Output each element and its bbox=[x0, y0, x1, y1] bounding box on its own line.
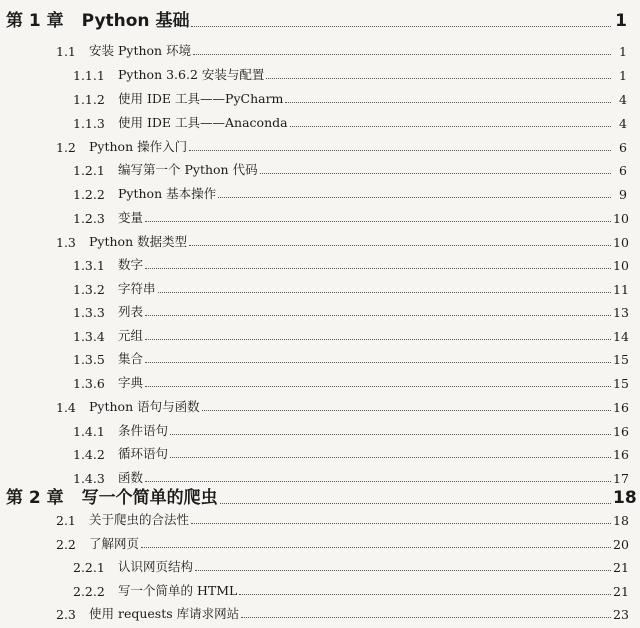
toc-entry-number: 1.3.2 bbox=[73, 282, 105, 297]
dot-leader bbox=[141, 547, 611, 548]
toc-section-entry bbox=[0, 232, 640, 250]
toc-chapter-entry bbox=[0, 484, 640, 508]
dot-leader bbox=[145, 221, 611, 222]
toc-entry-page-number: 20 bbox=[613, 537, 629, 552]
dot-leader bbox=[260, 173, 611, 174]
toc-entry-title: 条件语句 bbox=[118, 423, 169, 438]
toc-entry-number: 1.4 bbox=[56, 400, 76, 415]
toc-entry-number: 1.3.4 bbox=[73, 329, 105, 344]
toc-subsection-entry bbox=[0, 255, 640, 273]
toc-entry-page-number: 1 bbox=[619, 68, 627, 83]
dot-leader bbox=[218, 197, 611, 198]
dot-leader bbox=[191, 26, 611, 27]
dot-leader bbox=[193, 54, 611, 55]
dot-leader bbox=[241, 617, 611, 618]
toc-subsection-entry bbox=[0, 160, 640, 178]
toc-entry-title: 字典 bbox=[118, 375, 144, 390]
toc-section-entry bbox=[0, 534, 640, 552]
dot-leader bbox=[145, 315, 611, 316]
toc-entry-page-number: 13 bbox=[613, 305, 629, 320]
toc-entry-page-number: 9 bbox=[619, 187, 627, 202]
toc-entry-number: 第 2 章 bbox=[6, 488, 64, 508]
toc-entry-title: 安装 Python 环境 bbox=[89, 43, 192, 58]
dot-leader bbox=[145, 268, 611, 269]
dot-leader bbox=[145, 386, 611, 387]
toc-subsection-entry bbox=[0, 279, 640, 297]
toc-subsection-entry bbox=[0, 326, 640, 344]
toc-entry-number: 2.1 bbox=[56, 513, 76, 528]
toc-entry-number: 1.3.1 bbox=[73, 258, 105, 273]
toc-entry-number: 1.1.1 bbox=[73, 68, 105, 83]
dot-leader bbox=[158, 292, 611, 293]
toc-entry-page-number: 23 bbox=[613, 607, 629, 622]
toc-entry-number: 1.1.2 bbox=[73, 92, 105, 107]
toc-entry-number: 1.1.3 bbox=[73, 116, 105, 131]
toc-subsection-entry bbox=[0, 302, 640, 320]
toc-subsection-entry bbox=[0, 349, 640, 367]
toc-entry-page-number: 16 bbox=[613, 424, 629, 439]
dot-leader bbox=[266, 78, 611, 79]
dot-leader bbox=[191, 523, 611, 524]
dot-leader bbox=[195, 570, 611, 571]
toc-entry-page-number: 10 bbox=[613, 211, 629, 226]
toc-section-entry bbox=[0, 510, 640, 528]
dot-leader bbox=[202, 410, 611, 411]
toc-entry-page-number: 18 bbox=[613, 488, 637, 508]
dot-leader bbox=[170, 457, 611, 458]
toc-entry-title: 循环语句 bbox=[118, 446, 169, 461]
toc-entry-title: 数字 bbox=[118, 257, 144, 272]
toc-entry-title: 字符串 bbox=[118, 281, 156, 296]
toc-entry-number: 1.4.2 bbox=[73, 447, 105, 462]
toc-section-entry bbox=[0, 137, 640, 155]
dot-leader bbox=[145, 339, 611, 340]
dot-leader bbox=[285, 102, 611, 103]
toc-entry-number: 1.2 bbox=[56, 140, 76, 155]
toc-entry-title: 关于爬虫的合法性 bbox=[89, 512, 190, 527]
toc-subsection-entry bbox=[0, 65, 640, 83]
toc-entry-number: 2.3 bbox=[56, 607, 76, 622]
toc-entry-page-number: 15 bbox=[613, 376, 629, 391]
toc-subsection-entry bbox=[0, 373, 640, 391]
toc-entry-number: 1.2.3 bbox=[73, 211, 105, 226]
toc-section-entry bbox=[0, 397, 640, 415]
toc-subsection-entry bbox=[0, 208, 640, 226]
toc-entry-number: 2.2 bbox=[56, 537, 76, 552]
toc-entry-page-number: 17 bbox=[613, 471, 629, 486]
toc-entry-number: 1.3 bbox=[56, 235, 76, 250]
toc-entry-title: 元组 bbox=[118, 328, 144, 343]
toc-entry-page-number: 1 bbox=[619, 44, 627, 59]
dot-leader bbox=[189, 245, 611, 246]
toc-entry-page-number: 21 bbox=[613, 560, 629, 575]
toc-subsection-entry bbox=[0, 581, 640, 599]
toc-entry-page-number: 21 bbox=[613, 584, 629, 599]
dot-leader bbox=[290, 126, 611, 127]
toc-subsection-entry bbox=[0, 89, 640, 107]
toc-entry-page-number: 16 bbox=[613, 447, 629, 462]
dot-leader bbox=[239, 594, 611, 595]
toc-entry-number: 第 1 章 bbox=[6, 11, 64, 31]
toc-entry-page-number: 1 bbox=[615, 11, 627, 31]
toc-entry-title: 使用 IDE 工具——Anaconda bbox=[118, 115, 288, 130]
dot-leader bbox=[220, 503, 611, 504]
toc-chapter-entry bbox=[0, 7, 640, 31]
toc-entry-page-number: 18 bbox=[613, 513, 629, 528]
toc-entry-title: Python 3.6.2 安装与配置 bbox=[118, 67, 265, 82]
toc-entry-number: 1.2.1 bbox=[73, 163, 105, 178]
toc-entry-page-number: 4 bbox=[619, 116, 627, 131]
toc-subsection-entry bbox=[0, 113, 640, 131]
toc-entry-title: 编写第一个 Python 代码 bbox=[118, 162, 258, 177]
toc-subsection-entry bbox=[0, 184, 640, 202]
toc-section-entry bbox=[0, 41, 640, 59]
toc-entry-number: 1.2.2 bbox=[73, 187, 105, 202]
toc-entry-page-number: 10 bbox=[613, 235, 629, 250]
dot-leader bbox=[189, 150, 611, 151]
toc-entry-title: 列表 bbox=[118, 304, 144, 319]
toc-entry-title: 变量 bbox=[118, 210, 144, 225]
toc-entry-number: 1.3.6 bbox=[73, 376, 105, 391]
dot-leader bbox=[145, 481, 611, 482]
toc-subsection-entry bbox=[0, 557, 640, 575]
toc-entry-number: 1.4.3 bbox=[73, 471, 105, 486]
toc-section-entry bbox=[0, 604, 640, 622]
toc-entry-page-number: 6 bbox=[619, 140, 627, 155]
toc-entry-page-number: 4 bbox=[619, 92, 627, 107]
toc-entry-page-number: 10 bbox=[613, 258, 629, 273]
toc-entry-number: 1.3.5 bbox=[73, 352, 105, 367]
toc-entry-title: 写一个简单的 HTML bbox=[118, 583, 238, 598]
toc-entry-number: 1.1 bbox=[56, 44, 76, 59]
toc-entry-title: 了解网页 bbox=[89, 536, 140, 551]
toc-entry-number: 1.3.3 bbox=[73, 305, 105, 320]
toc-entry-page-number: 16 bbox=[613, 400, 629, 415]
toc-entry-number: 1.4.1 bbox=[73, 424, 105, 439]
toc-entry-page-number: 6 bbox=[619, 163, 627, 178]
toc-entry-title: Python 操作入门 bbox=[89, 139, 188, 154]
toc-entry-page-number: 15 bbox=[613, 352, 629, 367]
dot-leader bbox=[145, 362, 611, 363]
toc-subsection-entry bbox=[0, 421, 640, 439]
toc-entry-title: 集合 bbox=[118, 351, 144, 366]
toc-subsection-entry bbox=[0, 444, 640, 462]
toc-entry-title: Python 数据类型 bbox=[89, 234, 188, 249]
toc-entry-number: 2.2.2 bbox=[73, 584, 105, 599]
toc-entry-page-number: 11 bbox=[613, 282, 629, 297]
dot-leader bbox=[170, 434, 611, 435]
toc-entry-title: 写一个简单的爬虫 bbox=[81, 488, 218, 508]
toc-entry-title: Python 基础 bbox=[81, 11, 190, 31]
toc-entry-title: 使用 requests 库请求网站 bbox=[89, 606, 240, 621]
toc-entry-title: Python 基本操作 bbox=[118, 186, 217, 201]
toc-entry-page-number: 14 bbox=[613, 329, 629, 344]
toc-entry-title: 使用 IDE 工具——PyCharm bbox=[118, 91, 284, 106]
toc-entry-title: Python 语句与函数 bbox=[89, 399, 200, 414]
toc-entry-title: 函数 bbox=[118, 470, 144, 485]
toc-entry-title: 认识网页结构 bbox=[118, 559, 194, 574]
toc-entry-number: 2.2.1 bbox=[73, 560, 105, 575]
